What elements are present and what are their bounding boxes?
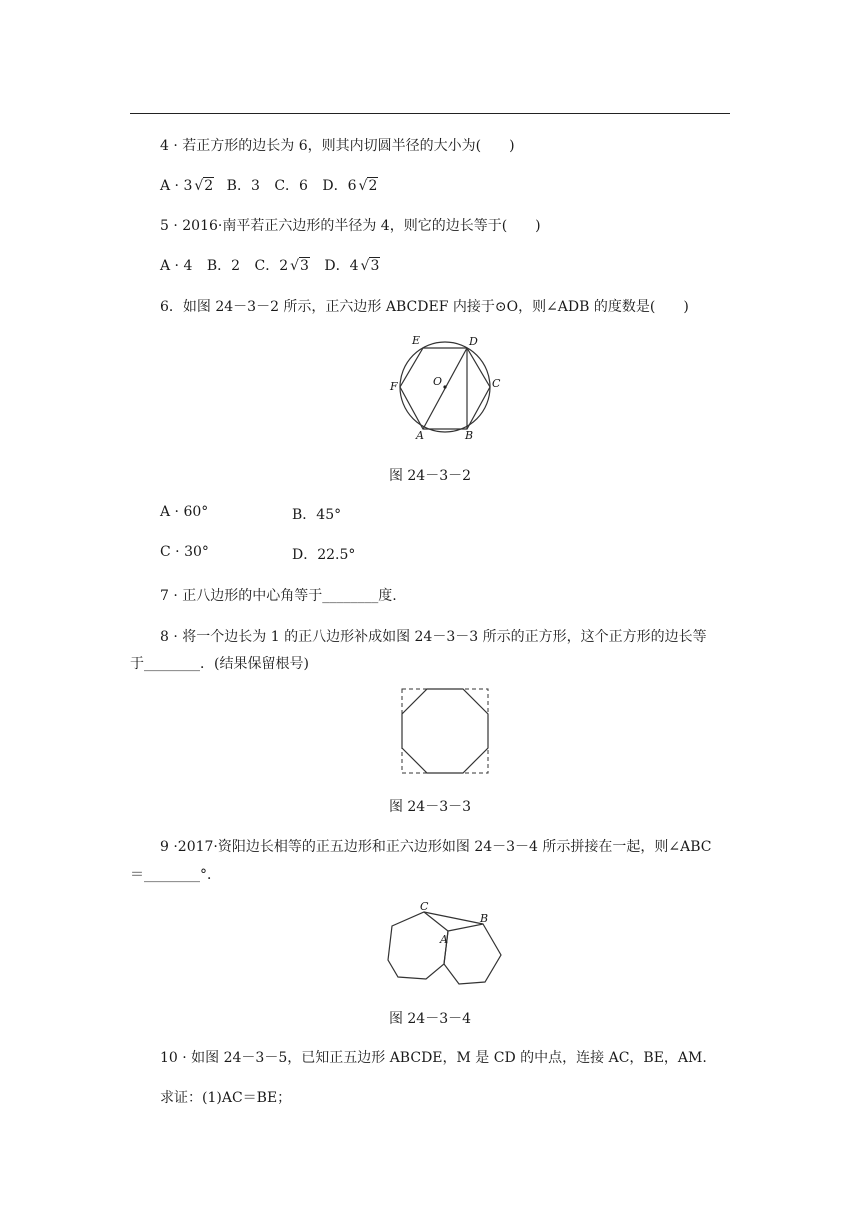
header-rule xyxy=(130,113,730,114)
q7-stem: 7 · 正八边形的中心角等于________度. xyxy=(160,588,397,604)
q10-stem: 10 · 如图 24－3－5，已知正五边形 ABCDE，M 是 CD 的中点，连接 AC，BE，AM. xyxy=(160,1050,707,1066)
figure-24-3-4 xyxy=(384,898,530,986)
q5-option-b: B．2 xyxy=(206,258,241,274)
q8-stem-line1: 8 · 将一个边长为 1 的正八边形补成如图 24－3－3 所示的正方形，这个正方形的边长等 xyxy=(160,629,707,645)
caption-24-3-4: 图 24－3－4 xyxy=(388,1011,472,1027)
q5-option-a: A · 4 xyxy=(160,258,193,274)
label-o: O xyxy=(433,375,443,388)
label-b: B xyxy=(465,429,474,442)
pentagon xyxy=(444,924,501,984)
q8-stem-line2: 于________．(结果保留根号) xyxy=(130,656,309,672)
figure-24-3-3 xyxy=(400,687,490,775)
q5-option-c: C．2 √3 xyxy=(254,258,309,274)
q5-option-d: D．4 √3 xyxy=(324,258,380,274)
caption-24-3-3: 图 24－3－3 xyxy=(388,799,472,815)
q6-stem: 6．如图 24－3－2 所示，正六边形 ABCDEF 内接于⊙O，则∠ADB 的度数是( ) xyxy=(160,299,689,315)
q5-stem: 5 · 2016·南平若正六边形的半径为 4，则它的边长等于( ) xyxy=(160,218,541,234)
octagon xyxy=(402,689,488,773)
label-a: A xyxy=(440,933,448,946)
q6-option-d: D．22.5° xyxy=(292,547,356,563)
q4-stem: 4 · 若正方形的边长为 6，则其内切圆半径的大小为( ) xyxy=(160,138,515,154)
q6-option-a: A · 60° xyxy=(160,504,209,520)
caption-24-3-2: 图 24－3－2 xyxy=(388,468,472,484)
figure-24-3-2 xyxy=(384,334,508,442)
label-a: A xyxy=(416,429,424,442)
label-d: D xyxy=(469,335,478,348)
label-e: E xyxy=(412,334,421,347)
q4-options xyxy=(160,175,378,195)
label-b: B xyxy=(480,912,489,925)
q5-options xyxy=(160,255,380,275)
segment-cb xyxy=(424,912,483,924)
center-point-o xyxy=(443,385,446,388)
label-c: C xyxy=(492,377,501,390)
q4-option-d: D．6 √2 xyxy=(322,178,378,194)
q4-option-c: C．6 xyxy=(274,178,308,194)
q6-option-b: B．45° xyxy=(292,507,342,523)
q9-stem-line2: ＝________°． xyxy=(130,867,221,883)
q4-option-b: B．3 xyxy=(226,178,260,194)
hexagon xyxy=(388,912,448,979)
label-f: F xyxy=(390,380,398,393)
q4-option-a: A · 3 √2 xyxy=(160,178,214,194)
label-c: C xyxy=(420,900,429,913)
q10-proof: 求证：(1)AC＝BE； xyxy=(160,1090,292,1106)
q9-stem-line1: 9 ·2017·资阳边长相等的正五边形和正六边形如图 24－3－4 所示拼接在一起，则∠ABC xyxy=(160,839,712,855)
q6-option-c: C · 30° xyxy=(160,544,209,560)
